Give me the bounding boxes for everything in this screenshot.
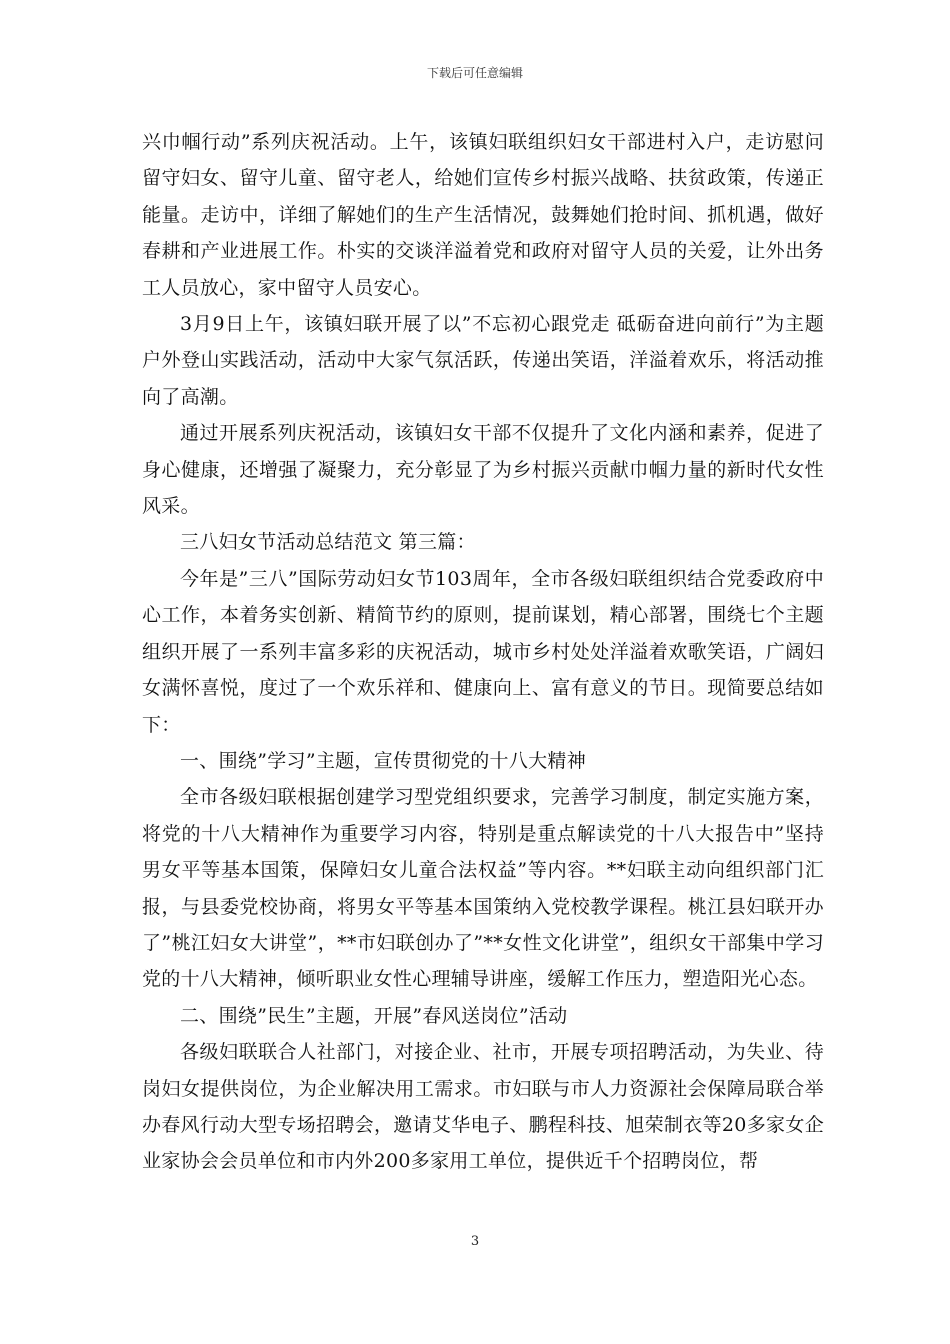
paragraph: 各级妇联联合人社部门，对接企业、社市，开展专项招聘活动，为失业、待岗妇女提供岗位，为企业解决用工需求。市妇联与市人力资源社会保障局联合举办春风行动大型专场招聘会，邀请艾华电子、鹏程科技、旭荣制衣等20多家女企业家协会会员单位和市内外200多家用工单位，提供近千个招聘岗位，帮 [142, 1041, 824, 1173]
paragraph: 兴巾帼行动”系列庆祝活动。上午，该镇妇联组织妇女干部进村入户，走访慰问留守妇女、留守儿童、留守老人，给她们宣传乡村振兴战略、扶贫政策，传递正能量。走访中，详细了解她们的生产生活情况，鼓舞她们抢时间、抓机遇，做好春耕和产业进展工作。朴实的交谈洋溢着党和政府对留守人员的关爱，让外出务工人员放心，家中留守人员安心。 [142, 131, 824, 299]
subsection-heading: 二、围绕”民生”主题，开展”春风送岗位”活动 [180, 1004, 568, 1027]
paragraph: 3月9日上午，该镇妇联开展了以”不忘初心跟党走 砥砺奋进向前行”为主题户外登山实践活动，活动中大家气氛活跃，传递出笑语，洋溢着欢乐，将活动推向了高潮。 [142, 313, 824, 408]
paragraph: 通过开展系列庆祝活动，该镇妇女干部不仅提升了文化内涵和素养，促进了身心健康，还增强了凝聚力，充分彰显了为乡村振兴贡献巾帼力量的新时代女性风采。 [142, 422, 824, 518]
paragraph: 今年是”三八”国际劳动妇女节103周年，全市各级妇联组织结合党委政府中心工作，本着务实创新、精简节约的原则，提前谋划，精心部署，围绕七个主题组织开展了一系列丰富多彩的庆祝活动，城市乡村处处洋溢着欢歌笑语，广阔妇女满怀喜悦，度过了一个欢乐祥和、健康向上、富有意义的节日。现简要总结如下： [142, 567, 824, 736]
page-header: 下载后可任意编辑 [426, 66, 523, 80]
section-title: 三八妇女节活动总结范文 第三篇： [180, 531, 476, 554]
document-body [142, 124, 824, 1180]
page-number: 3 [470, 1234, 480, 1249]
paragraph: 全市各级妇联根据创建学习型党组织要求，完善学习制度，制定实施方案，将党的十八大精神作为重要学习内容，特别是重点解读党的十八大报告中”坚持男女平等基本国策，保障妇女儿童合法权益”等内容。**妇联主动向组织部门汇报，与县委党校协商，将男女平等基本国策纳入党校教学课程。桃江县妇联开办了”桃江妇女大讲堂”，**市妇联创办了”**女性文化讲堂”，组织女干部集中学习党的十八大精神，倾听职业女性心理辅导讲座，缓解工作压力，塑造阳光心态。 [142, 786, 824, 991]
subsection-heading: 一、围绕”学习”主题，宣传贯彻党的十八大精神 [180, 749, 587, 772]
